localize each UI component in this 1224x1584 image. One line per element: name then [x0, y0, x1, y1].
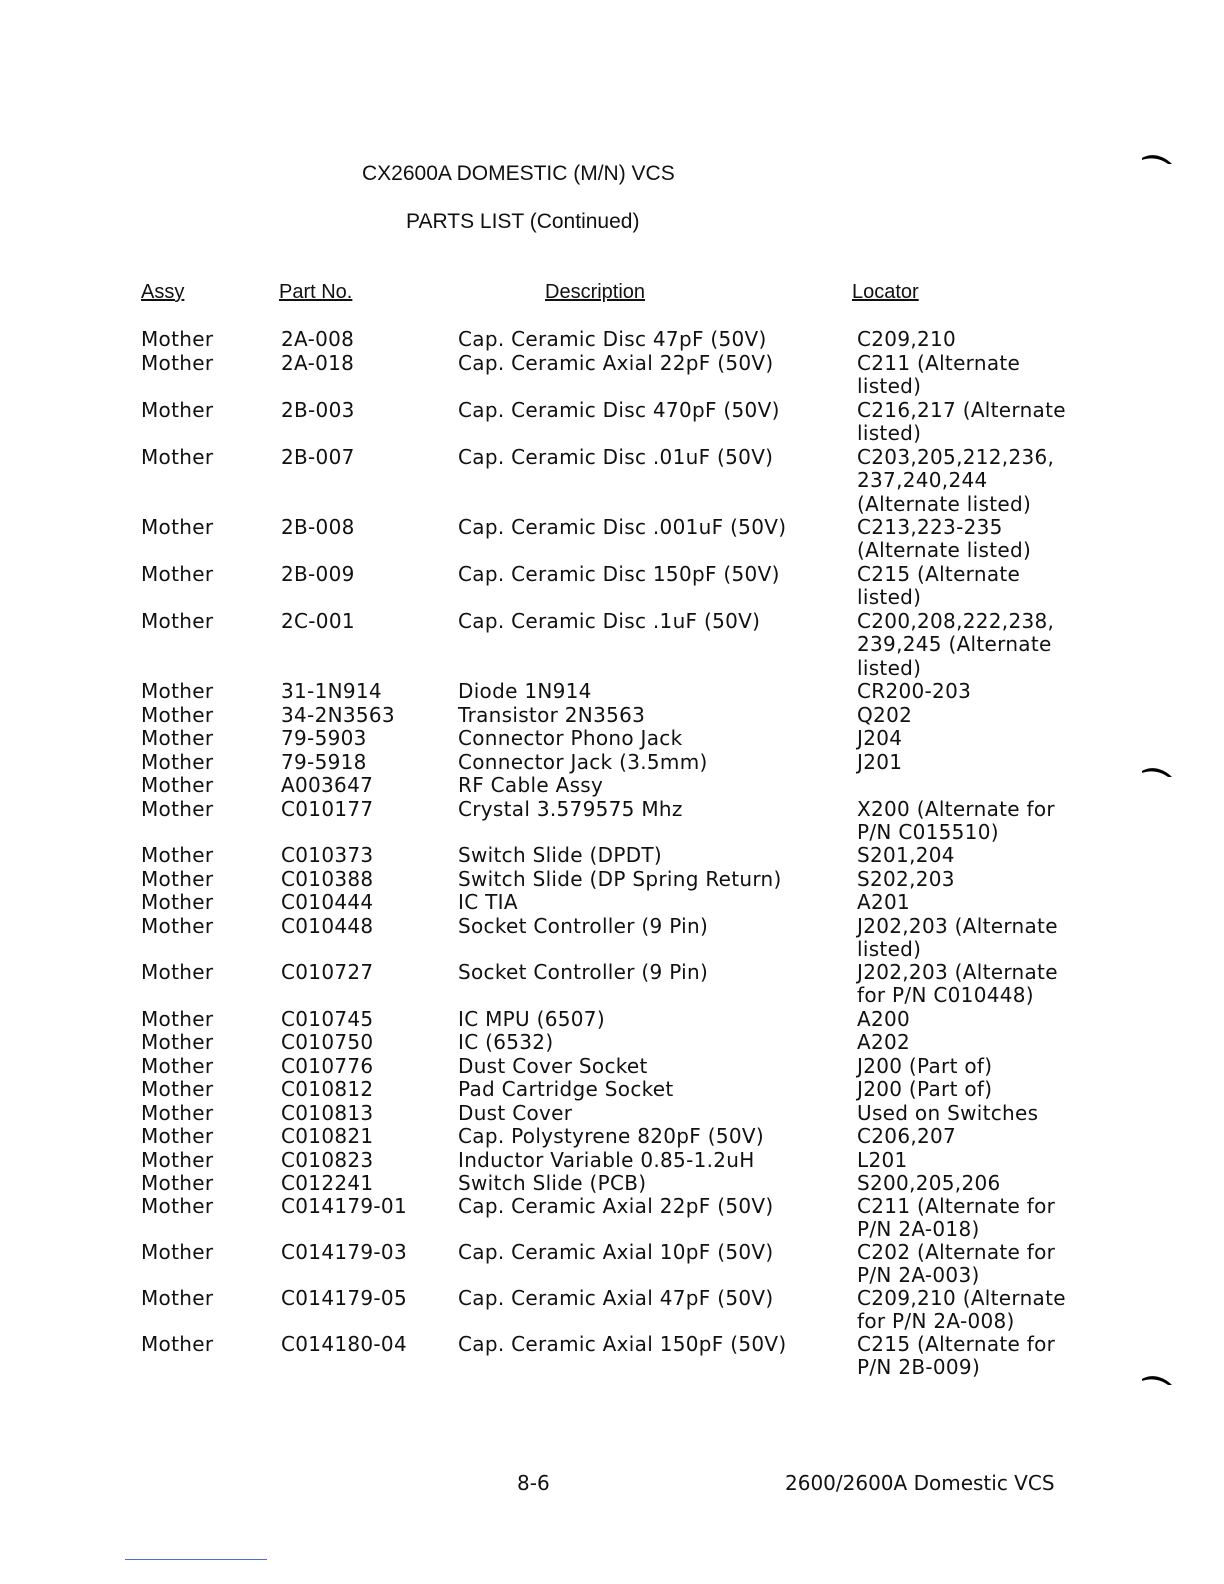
- part-number-cell: C010813: [281, 1101, 374, 1125]
- description-cell: Switch Slide (DP Spring Return): [458, 867, 782, 891]
- assy-cell: Mother: [141, 445, 214, 469]
- description-cell: Cap. Ceramic Axial 22pF (50V): [458, 1194, 774, 1218]
- part-number-cell: C010448: [281, 914, 374, 938]
- locator-cell: C202 (Alternate for P/N 2A-003): [857, 1240, 1056, 1288]
- description-cell: Switch Slide (DPDT): [458, 843, 663, 867]
- binder-tab-mark-bottom: [1140, 1373, 1174, 1387]
- locator-cell: C216,217 (Alternate listed): [857, 398, 1066, 446]
- part-number-cell: C010750: [281, 1030, 374, 1054]
- page-title: CX2600A DOMESTIC (M/N) VCS: [362, 162, 675, 185]
- description-cell: Diode 1N914: [458, 679, 592, 703]
- locator-cell: C211 (Alternate listed): [857, 351, 1021, 399]
- description-cell: Connector Phono Jack: [458, 726, 683, 750]
- part-number-cell: C014180-04: [281, 1332, 407, 1356]
- part-number-cell: C010388: [281, 867, 374, 891]
- part-number-cell: C010821: [281, 1124, 374, 1148]
- part-number-cell: 2C-001: [281, 609, 355, 633]
- part-number-cell: C010727: [281, 960, 374, 984]
- footer-document-title: 2600/2600A Domestic VCS: [785, 1471, 1055, 1495]
- description-cell: IC (6532): [458, 1030, 554, 1054]
- assy-cell: Mother: [141, 1077, 214, 1101]
- page-subtitle: PARTS LIST (Continued): [406, 210, 640, 233]
- assy-cell: Mother: [141, 773, 214, 797]
- part-number-cell: C010812: [281, 1077, 374, 1101]
- assy-cell: Mother: [141, 1194, 214, 1218]
- column-header-description: Description: [545, 281, 646, 303]
- description-cell: Cap. Ceramic Disc 150pF (50V): [458, 562, 780, 586]
- description-cell: Cap. Ceramic Disc 47pF (50V): [458, 327, 767, 351]
- assy-cell: Mother: [141, 1332, 214, 1356]
- part-number-cell: C010373: [281, 843, 374, 867]
- description-cell: Dust Cover: [458, 1101, 573, 1125]
- part-number-cell: 31-1N914: [281, 679, 382, 703]
- description-cell: Pad Cartridge Socket: [458, 1077, 674, 1101]
- part-number-cell: C010444: [281, 890, 374, 914]
- locator-cell: C200,208,222,238, 239,245 (Alternate listed): [857, 609, 1055, 680]
- part-number-cell: 2B-007: [281, 445, 355, 469]
- part-number-cell: C010823: [281, 1148, 374, 1172]
- locator-cell: S200,205,206: [857, 1171, 1001, 1195]
- description-cell: Dust Cover Socket: [458, 1054, 648, 1078]
- description-cell: Cap. Ceramic Axial 47pF (50V): [458, 1286, 774, 1310]
- locator-cell: J202,203 (Alternate for P/N C010448): [857, 960, 1058, 1008]
- assy-cell: Mother: [141, 515, 214, 539]
- description-cell: IC TIA: [458, 890, 518, 914]
- assy-cell: Mother: [141, 1007, 214, 1031]
- part-number-cell: C010177: [281, 797, 374, 821]
- locator-cell: J202,203 (Alternate listed): [857, 914, 1058, 962]
- part-number-cell: C014179-03: [281, 1240, 407, 1264]
- part-number-cell: C010745: [281, 1007, 374, 1031]
- description-cell: Crystal 3.579575 Mhz: [458, 797, 683, 821]
- locator-cell: L201: [857, 1148, 908, 1172]
- assy-cell: Mother: [141, 1054, 214, 1078]
- description-cell: Cap. Ceramic Axial 22pF (50V): [458, 351, 774, 375]
- locator-cell: C215 (Alternate for P/N 2B-009): [857, 1332, 1056, 1380]
- column-header-locator: Locator: [852, 281, 919, 303]
- part-number-cell: 79-5918: [281, 750, 367, 774]
- part-number-cell: C012241: [281, 1171, 374, 1195]
- assy-cell: Mother: [141, 1124, 214, 1148]
- assy-cell: Mother: [141, 890, 214, 914]
- locator-cell: Q202: [857, 703, 913, 727]
- part-number-cell: 2A-018: [281, 351, 355, 375]
- locator-cell: CR200-203: [857, 679, 972, 703]
- part-number-cell: 2B-009: [281, 562, 355, 586]
- locator-cell: C213,223-235 (Alternate listed): [857, 515, 1032, 563]
- assy-cell: Mother: [141, 750, 214, 774]
- description-cell: Cap. Ceramic Axial 10pF (50V): [458, 1240, 774, 1264]
- scan-edge-line: [125, 1559, 267, 1560]
- description-cell: Inductor Variable 0.85-1.2uH: [458, 1148, 755, 1172]
- column-header-part-no: Part No.: [279, 281, 353, 303]
- locator-cell: C215 (Alternate listed): [857, 562, 1021, 610]
- assy-cell: Mother: [141, 867, 214, 891]
- column-header-assy: Assy: [141, 281, 185, 303]
- assy-cell: Mother: [141, 1101, 214, 1125]
- assy-cell: Mother: [141, 562, 214, 586]
- binder-tab-mark-top: [1140, 152, 1174, 166]
- assy-cell: Mother: [141, 609, 214, 633]
- locator-cell: J204: [857, 726, 903, 750]
- locator-cell: Used on Switches: [857, 1101, 1039, 1125]
- part-number-cell: C014179-05: [281, 1286, 407, 1310]
- assy-cell: Mother: [141, 914, 214, 938]
- locator-cell: X200 (Alternate for P/N C015510): [857, 797, 1055, 845]
- description-cell: Cap. Ceramic Axial 150pF (50V): [458, 1332, 787, 1356]
- part-number-cell: 79-5903: [281, 726, 367, 750]
- description-cell: Socket Controller (9 Pin): [458, 960, 709, 984]
- description-cell: Transistor 2N3563: [458, 703, 646, 727]
- assy-cell: Mother: [141, 351, 214, 375]
- assy-cell: Mother: [141, 1240, 214, 1264]
- assy-cell: Mother: [141, 1148, 214, 1172]
- description-cell: Switch Slide (PCB): [458, 1171, 647, 1195]
- assy-cell: Mother: [141, 679, 214, 703]
- assy-cell: Mother: [141, 1171, 214, 1195]
- assy-cell: Mother: [141, 726, 214, 750]
- description-cell: Connector Jack (3.5mm): [458, 750, 708, 774]
- locator-cell: C211 (Alternate for P/N 2A-018): [857, 1194, 1056, 1242]
- assy-cell: Mother: [141, 797, 214, 821]
- description-cell: Cap. Ceramic Disc .01uF (50V): [458, 445, 774, 469]
- description-cell: IC MPU (6507): [458, 1007, 605, 1031]
- assy-cell: Mother: [141, 843, 214, 867]
- part-number-cell: 2B-008: [281, 515, 355, 539]
- locator-cell: C203,205,212,236, 237,240,244 (Alternate listed): [857, 445, 1055, 516]
- description-cell: RF Cable Assy: [458, 773, 604, 797]
- part-number-cell: 2B-003: [281, 398, 355, 422]
- assy-cell: Mother: [141, 703, 214, 727]
- locator-cell: A201: [857, 890, 911, 914]
- binder-tab-mark-middle: [1140, 765, 1174, 779]
- description-cell: Socket Controller (9 Pin): [458, 914, 709, 938]
- locator-cell: A202: [857, 1030, 911, 1054]
- description-cell: Cap. Polystyrene 820pF (50V): [458, 1124, 764, 1148]
- assy-cell: Mother: [141, 1286, 214, 1310]
- description-cell: Cap. Ceramic Disc 470pF (50V): [458, 398, 780, 422]
- assy-cell: Mother: [141, 398, 214, 422]
- locator-cell: C206,207: [857, 1124, 957, 1148]
- locator-cell: A200: [857, 1007, 911, 1031]
- part-number-cell: A003647: [281, 773, 374, 797]
- locator-cell: J200 (Part of): [857, 1054, 993, 1078]
- footer-page-number: 8-6: [517, 1471, 550, 1495]
- part-number-cell: 2A-008: [281, 327, 355, 351]
- locator-cell: S202,203: [857, 867, 955, 891]
- locator-cell: S201,204: [857, 843, 955, 867]
- assy-cell: Mother: [141, 327, 214, 351]
- part-number-cell: C010776: [281, 1054, 374, 1078]
- locator-cell: J200 (Part of): [857, 1077, 993, 1101]
- description-cell: Cap. Ceramic Disc .001uF (50V): [458, 515, 787, 539]
- locator-cell: J201: [857, 750, 903, 774]
- part-number-cell: C014179-01: [281, 1194, 407, 1218]
- locator-cell: C209,210: [857, 327, 957, 351]
- part-number-cell: 34-2N3563: [281, 703, 395, 727]
- locator-cell: C209,210 (Alternate for P/N 2A-008): [857, 1286, 1066, 1334]
- description-cell: Cap. Ceramic Disc .1uF (50V): [458, 609, 761, 633]
- assy-cell: Mother: [141, 1030, 214, 1054]
- assy-cell: Mother: [141, 960, 214, 984]
